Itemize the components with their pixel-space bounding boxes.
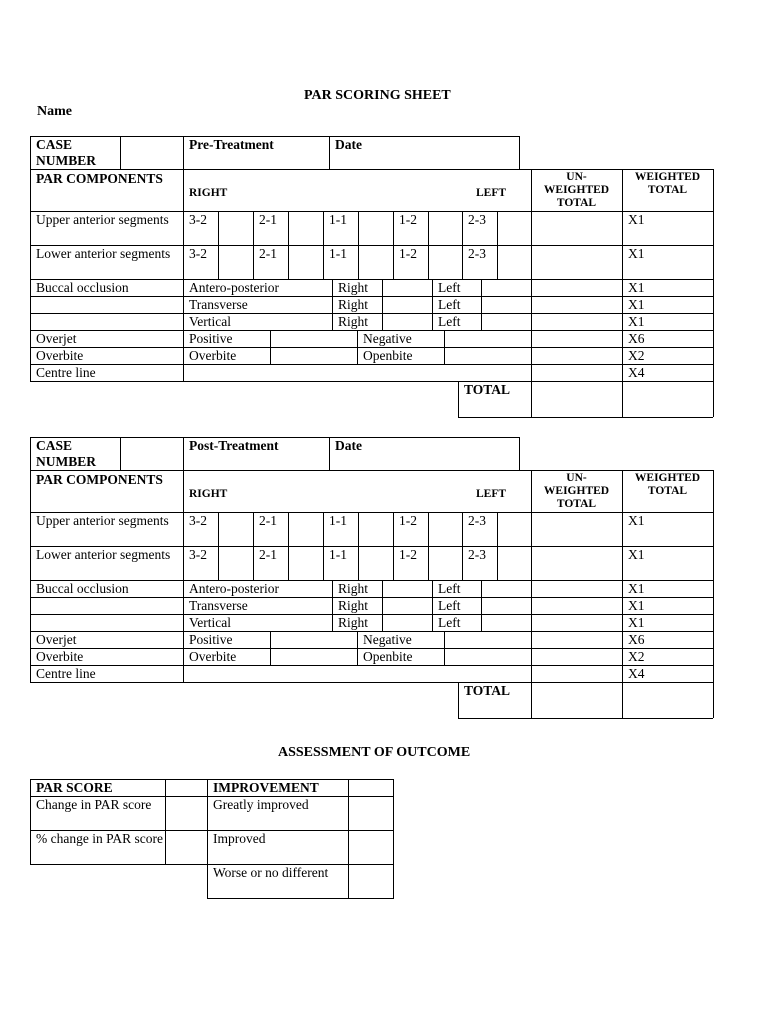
post-date-label: Date [335,438,362,453]
pre-lower-seg-3: 1-2 [399,246,417,261]
pre-centre-line-label: Centre line [36,365,96,380]
pre-overbite-label: Overbite [36,348,84,363]
pre-overbite-sub-label: Overbite [189,348,237,363]
improved-label: Improved [213,831,266,846]
pre-case-number: CASE NUMBER [36,137,96,168]
change-in-par-label: Change in PAR score [36,797,152,812]
pre-date-label: Date [335,137,362,152]
post-buccal-label: Buccal occlusion [36,581,129,596]
pre-upper-seg-3: 1-2 [399,212,417,227]
post-left-header: LEFT [476,488,507,500]
pre-weight-lower: X1 [628,246,645,261]
page-title: PAR SCORING SHEET [304,88,451,103]
post-overjet-label: Overjet [36,632,77,647]
pre-weight-ap: X1 [628,280,645,295]
pre-vertical-label: Vertical [189,314,231,329]
post-weighted-header: WEIGHTED TOTAL [634,472,701,497]
pre-weight-centre_line: X4 [628,365,645,380]
post-right-header: RIGHT [189,488,228,500]
worse-label: Worse or no different [213,865,329,880]
post-weight-vertical: X1 [628,615,645,630]
pre-weight-overjet: X6 [628,331,645,346]
post-transverse-label: Transverse [189,598,248,613]
pre-positive-label: Positive [189,331,233,346]
post-lower-seg-1: 2-1 [259,547,277,562]
pre-lower-seg-0: 3-2 [189,246,207,261]
pre-buccal-right-0: Right [338,280,369,295]
pre-buccal-left-0: Left [438,280,461,295]
pre-ap-label: Antero-posterior [189,280,279,295]
post-weight-ap: X1 [628,581,645,596]
percent-change-label: % change in PAR score [36,831,163,846]
pre-buccal-left-2: Left [438,314,461,329]
post-buccal-right-0: Right [338,581,369,596]
outcome-title: ASSESSMENT OF OUTCOME [278,745,471,760]
post-overbite-sub-label: Overbite [189,649,237,664]
post-buccal-left-2: Left [438,615,461,630]
post-weight-upper: X1 [628,513,645,528]
pre-lower-seg-2: 1-1 [329,246,347,261]
pre-par-components: PAR COMPONENTS [36,171,163,186]
post-upper-seg-0: 3-2 [189,513,207,528]
post-overbite-label: Overbite [36,649,84,664]
pre-buccal-right-1: Right [338,297,369,312]
post-centre-line-label: Centre line [36,666,96,681]
pre-overjet-label: Overjet [36,331,77,346]
pre-negative-label: Negative [363,331,412,346]
post-buccal-right-2: Right [338,615,369,630]
pre-upper-seg-4: 2-3 [468,212,486,227]
pre-weighted-header: WEIGHTED TOTAL [634,171,701,196]
post-buccal-right-1: Right [338,598,369,613]
improvement-header: IMPROVEMENT [213,780,319,795]
pre-openbite-label: Openbite [363,348,413,363]
pre-left-header: LEFT [476,187,507,199]
pre-right-header: RIGHT [189,187,228,199]
pre-treatment-label: Pre-Treatment [189,137,274,152]
pre-upper-anterior-label: Upper anterior segments [36,212,169,227]
pre-upper-seg-2: 1-1 [329,212,347,227]
post-vertical-label: Vertical [189,615,231,630]
post-total-label: TOTAL [464,683,511,698]
post-upper-seg-3: 1-2 [399,513,417,528]
post-weight-overbite: X2 [628,649,645,664]
pre-upper-seg-0: 3-2 [189,212,207,227]
post-weight-lower: X1 [628,547,645,562]
pre-lower-seg-4: 2-3 [468,246,486,261]
pre-lower-seg-1: 2-1 [259,246,277,261]
pre-weight-transverse: X1 [628,297,645,312]
post-treatment-label: Post-Treatment [189,438,279,453]
post-par-components: PAR COMPONENTS [36,472,163,487]
pre-upper-seg-1: 2-1 [259,212,277,227]
pre-unweighted-header: UN- WEIGHTED TOTAL [543,171,610,209]
post-lower-seg-2: 1-1 [329,547,347,562]
post-weight-centre_line: X4 [628,666,645,681]
pre-weight-vertical: X1 [628,314,645,329]
pre-transverse-label: Transverse [189,297,248,312]
post-lower-anterior-label: Lower anterior segments [36,547,171,562]
pre-lower-anterior-label: Lower anterior segments [36,246,171,261]
pre-weight-upper: X1 [628,212,645,227]
post-buccal-left-1: Left [438,598,461,613]
par-score-header: PAR SCORE [36,780,113,795]
post-upper-anterior-label: Upper anterior segments [36,513,169,528]
post-upper-seg-1: 2-1 [259,513,277,528]
post-positive-label: Positive [189,632,233,647]
post-unweighted-header: UN- WEIGHTED TOTAL [543,472,610,510]
post-case-number: CASE NUMBER [36,438,96,469]
pre-buccal-left-1: Left [438,297,461,312]
post-upper-seg-2: 1-1 [329,513,347,528]
pre-total-label: TOTAL [464,382,511,397]
post-ap-label: Antero-posterior [189,581,279,596]
pre-weight-overbite: X2 [628,348,645,363]
post-negative-label: Negative [363,632,412,647]
post-lower-seg-3: 1-2 [399,547,417,562]
pre-buccal-label: Buccal occlusion [36,280,129,295]
post-lower-seg-4: 2-3 [468,547,486,562]
greatly-improved-label: Greatly improved [213,797,309,812]
post-lower-seg-0: 3-2 [189,547,207,562]
post-openbite-label: Openbite [363,649,413,664]
post-buccal-left-0: Left [438,581,461,596]
pre-buccal-right-2: Right [338,314,369,329]
name-label: Name [37,104,72,119]
post-weight-transverse: X1 [628,598,645,613]
post-upper-seg-4: 2-3 [468,513,486,528]
post-weight-overjet: X6 [628,632,645,647]
